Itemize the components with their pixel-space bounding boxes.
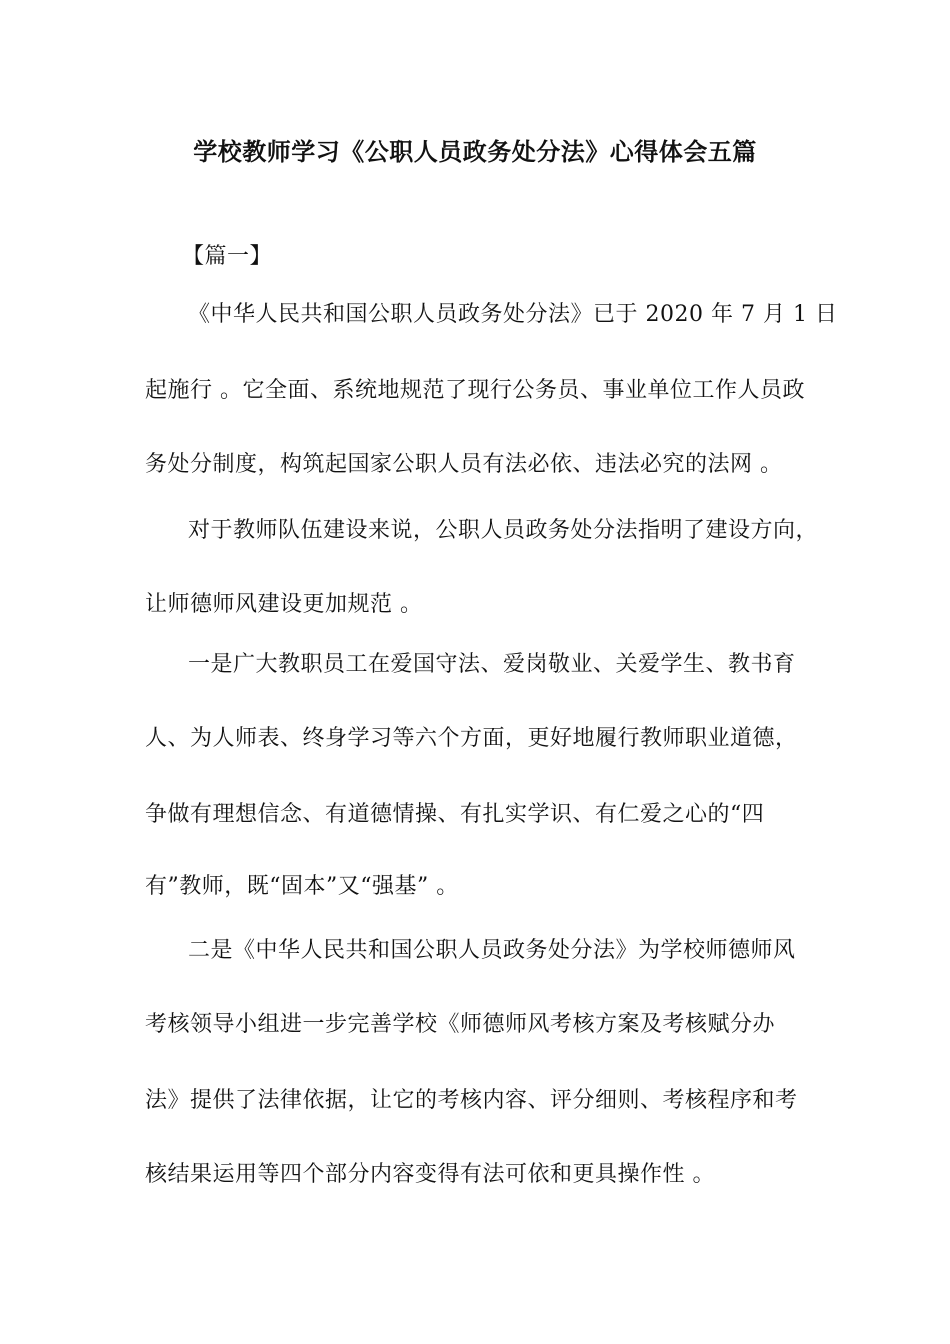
paragraph-line: 考核领导小组进一步完善学校《师德师风考核方案及考核赋分办 xyxy=(145,1012,776,1037)
paragraph-line: 法》提供了法律依据，让它的考核内容、评分细则、考核程序和考 xyxy=(145,1088,798,1113)
paragraph-line: 起施行 。它全面、系统地规范了现行公务员、事业单位工作人员政 xyxy=(145,378,805,403)
paragraph-line: 一是广大教职员工在爱国守法、爱岗敬业、关爱学生、教书育 xyxy=(188,652,796,677)
paragraph-line: 争做有理想信念、有道德情操、有扎实学识、有仁爱之心的“四 xyxy=(145,802,765,827)
paragraph-line: 对于教师队伍建设来说，公职人员政务处分法指明了建设方向， xyxy=(188,518,819,543)
paragraph-line: 二是《中华人民共和国公职人员政务处分法》为学校师德师风 xyxy=(188,938,796,963)
paragraph-line: 核结果运用等四个部分内容变得有法可依和更具操作性 。 xyxy=(145,1162,715,1187)
paragraph-line: 有”教师，既“固本”又“强基” 。 xyxy=(145,874,459,899)
paragraph-line: 人、为人师表、终身学习等六个方面，更好地履行教师职业道德， xyxy=(145,726,798,751)
paragraph-line: 让师德师风建设更加规范 。 xyxy=(145,592,423,617)
document-title: 学校教师学习《公职人员政务处分法》心得体会五篇 xyxy=(193,137,757,166)
section-label: 【篇一】 xyxy=(182,244,273,269)
paragraph-line: 务处分制度，构筑起国家公职人员有法必依、违法必究的法网 。 xyxy=(145,452,783,477)
paragraph-line: 《中华人民共和国公职人员政务处分法》已于 2020 年 7 月 1 日 xyxy=(188,302,838,327)
